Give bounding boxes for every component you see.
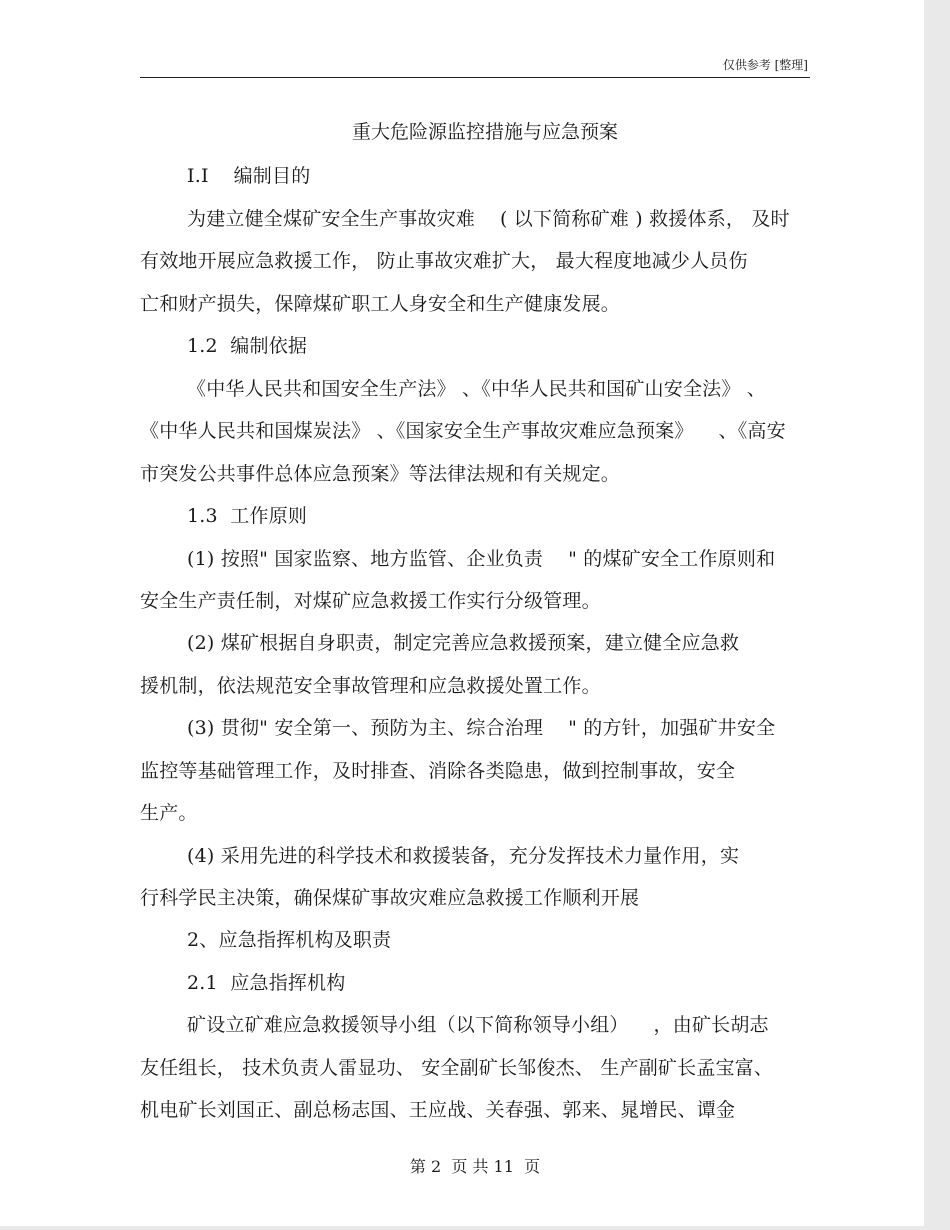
section-heading: 2.1 应急指挥机构 [187, 972, 346, 994]
paragraph-line: 机电矿长刘国正、副总杨志国、王应战、关春强、郭来、晁增民、谭金 [140, 1099, 736, 1121]
document-title: 重大危险源监控措施与应急预案 [351, 121, 618, 143]
paragraph-line: 监控等基础管理工作，及时排查、消除各类隐患，做到控制事故，安全 [140, 760, 736, 782]
paragraph-line: 生产。 [140, 802, 198, 824]
section-heading: I.I 编制目的 [187, 165, 311, 187]
paragraph-line: 安全生产责任制，对煤矿应急救援工作实行分级管理。 [140, 590, 601, 612]
paragraph-line: (3) 贯彻" 安全第一、预防为主、综合治理 " 的方针，加强矿井安全 [187, 717, 776, 739]
section-heading: 2、应急指挥机构及职责 [187, 929, 392, 951]
paragraph-line: 为建立健全煤矿安全生产事故灾难 ( 以下简称矿难 ) 救援体系， 及时 [187, 208, 790, 230]
paragraph-line: 市突发公共事件总体应急预案》等法律法规和有关规定。 [140, 463, 621, 485]
paragraph-line: 援机制，依法规范安全事故管理和应急救援处置工作。 [140, 675, 601, 697]
header-note: 仅供参考 [整理] [722, 58, 808, 72]
section-heading: 1.3 工作原则 [187, 505, 308, 527]
paragraph-line: (4) 采用先进的科学技术和救援装备，充分发挥技术力量作用，实 [187, 845, 740, 867]
paragraph-line: 行科学民主决策，确保煤矿事故灾难应急救援工作顺利开展 [140, 887, 640, 909]
paragraph-line: 友任组长， 技术负责人雷显功、 安全副矿长邹俊杰、 生产副矿长孟宝富、 [140, 1057, 774, 1079]
paragraph-line: 有效地开展应急救援工作， 防止事故灾难扩大， 最大程度地减少人员伤 [140, 250, 748, 272]
page-number: 第 2 页 共 11 页 [409, 1157, 541, 1176]
page-header [140, 55, 810, 78]
paragraph-line: 《中华人民共和国安全生产法》 、《中华人民共和国矿山安全法》 、 [187, 378, 766, 400]
paragraph-line: (2) 煤矿根据自身职责，制定完善应急救援预案，建立健全应急救 [187, 632, 740, 654]
paragraph-line: 《中华人民共和国煤炭法》 、《国家安全生产事故灾难应急预案》 、《高安 [140, 420, 786, 442]
section-heading: 1.2 编制依据 [187, 335, 308, 357]
paragraph-line: (1) 按照" 国家监察、地方监管、企业负责 " 的煤矿安全工作原则和 [187, 548, 776, 570]
page-edge-bottom [0, 1226, 950, 1230]
page-edge [924, 0, 950, 1230]
paragraph-line: 亡和财产损失，保障煤矿职工人身安全和生产健康发展。 [140, 293, 621, 315]
paragraph-line: 矿设立矿难应急救援领导小组（以下简称领导小组） ，由矿长胡志 [187, 1014, 769, 1036]
